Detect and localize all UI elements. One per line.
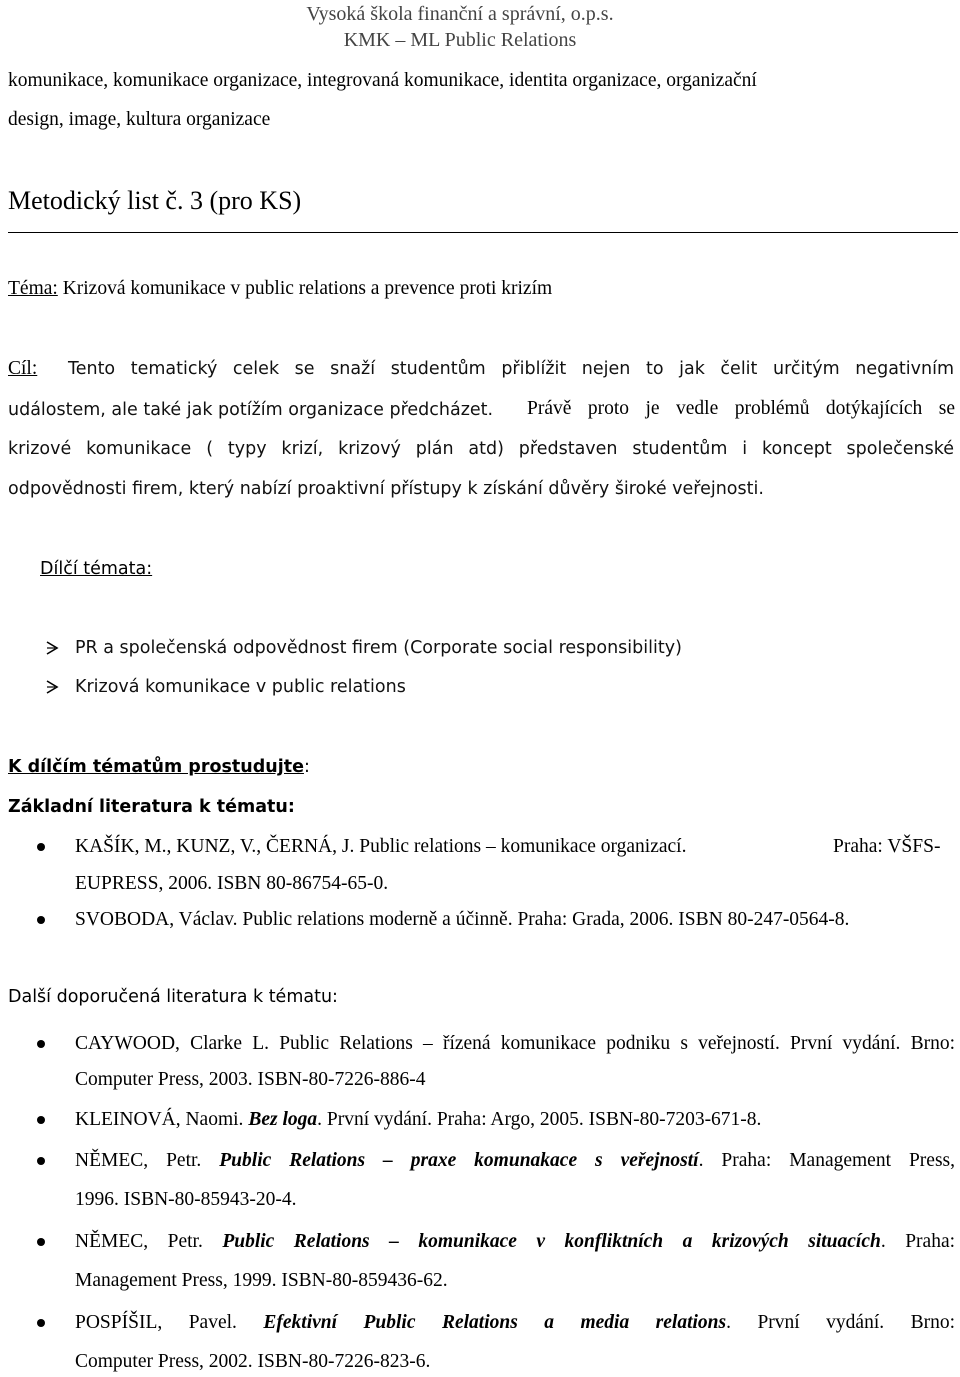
dalsi-item-5-author: POSPÍŠIL, Pavel. — [75, 1312, 237, 1333]
dalsi-item-5-rest: . První vydání. Brno: — [726, 1312, 956, 1333]
bullet-icon — [37, 1116, 45, 1124]
dilci-item-2: Krizová komunikace v public relations — [75, 677, 406, 697]
cil-line-2b: Právě proto je vedle problémů dotýkajících se — [527, 398, 955, 419]
page-title: Metodický list č. 3 (pro KS) — [8, 186, 302, 215]
dalsi-item-3-author: NĚMEC, Petr. — [75, 1150, 202, 1171]
prostudujte-colon: : — [303, 757, 310, 777]
dalsi-item-1-line-2: Computer Press, 2003. ISBN-80-7226-886-4 — [75, 1069, 426, 1090]
prostudujte-heading — [8, 755, 310, 779]
dalsi-item-5-title: Efektivní Public Relations a media relations — [263, 1312, 727, 1333]
title-rule — [8, 232, 958, 233]
bullet-icon — [37, 916, 45, 924]
bullet-icon — [37, 843, 45, 851]
dalsi-item-3-rest: . Praha: Management Press, — [698, 1150, 955, 1171]
zakladni-item-1-line-1: KAŠÍK, M., KUNZ, V., ČERNÁ, J. Public relations – komunikace organizací. — [75, 836, 687, 857]
tema-text: Krizová komunikace v public relations a prevence proti krizím — [62, 278, 553, 299]
cil-line-3: krizové komunikace ( typy krizí, krizový plán atd) představen studentům i koncept společenské — [8, 439, 954, 459]
bullet-icon — [37, 1319, 45, 1327]
dalsi-item-4 — [75, 1230, 955, 1254]
dalsi-item-3-line-2: 1996. ISBN-80-85943-20-4. — [75, 1189, 297, 1210]
dalsi-item-2-author: KLEINOVÁ, Naomi. — [75, 1109, 244, 1130]
keywords-line-2: design, image, kultura organizace — [8, 109, 271, 130]
arrow-bullet-icon — [44, 640, 60, 656]
zakladni-item-1-line-2: EUPRESS, 2006. ISBN 80-86754-65-0. — [75, 873, 389, 894]
dalsi-item-3 — [75, 1149, 955, 1173]
dalsi-item-3-title: Public Relations – praxe komunakace s veřejností — [219, 1150, 699, 1171]
arrow-bullet-icon — [44, 679, 60, 695]
header-school: Vysoká škola finanční a správní, o.p.s. — [306, 3, 614, 25]
keywords-line-1: komunikace, komunikace organizace, integrovaná komunikace, identita organizace, organizační — [8, 70, 757, 91]
dalsi-item-1-line-1: CAYWOOD, Clarke L. Public Relations – řízená komunikace podniku s veřejností. První vydání. Brno: — [75, 1033, 955, 1054]
dalsi-item-5-line-2: Computer Press, 2002. ISBN-80-7226-823-6. — [75, 1351, 431, 1372]
cil-line-1: Tento tematický celek se snaží studentům přiblížit nejen to jak čelit určitým negativním — [68, 359, 954, 379]
dalsi-item-4-rest: . Praha: — [880, 1231, 956, 1252]
bullet-icon — [37, 1040, 45, 1048]
dilci-item-1: PR a společenská odpovědnost firem (Corporate social responsibility) — [75, 638, 682, 658]
dalsi-item-2 — [75, 1108, 761, 1132]
dalsi-item-2-title: Bez loga — [248, 1109, 318, 1130]
cil-label: Cíl: — [8, 358, 38, 379]
dalsi-item-5 — [75, 1311, 955, 1335]
zakladni-heading: Základní literatura k tématu: — [8, 797, 295, 817]
bullet-icon — [37, 1157, 45, 1165]
prostudujte-label: K dílčím tématům prostudujte — [8, 757, 304, 777]
tema-label: Téma: — [8, 278, 58, 299]
bullet-icon — [37, 1238, 45, 1246]
dalsi-item-4-line-2: Management Press, 1999. ISBN-80-859436-62. — [75, 1270, 448, 1291]
dalsi-heading: Další doporučená literatura k tématu: — [8, 987, 338, 1007]
dilci-heading: Dílčí témata: — [40, 559, 153, 579]
cil-line-2a: událostem, ale také jak potížím organizace předcházet. — [8, 400, 494, 420]
zakladni-item-1-line-1b: Praha: VŠFS- — [833, 836, 941, 857]
tema-line — [8, 277, 552, 301]
cil-line-4: odpovědnosti firem, který nabízí proaktivní přístupy k získání důvěry široké veřejnosti. — [8, 479, 764, 499]
zakladni-item-2-line-1: SVOBODA, Václav. Public relations moderně a účinně. Praha: Grada, 2006. ISBN 80-247-0564-8. — [75, 909, 850, 930]
dalsi-item-4-title: Public Relations – komunikace v konfliktních a krizových situacích — [222, 1231, 881, 1252]
dalsi-item-4-author: NĚMEC, Petr. — [75, 1231, 203, 1252]
header-course: KMK – ML Public Relations — [343, 29, 577, 51]
dalsi-item-2-rest: . První vydání. Praha: Argo, 2005. ISBN-80-7203-671-8. — [317, 1109, 762, 1130]
